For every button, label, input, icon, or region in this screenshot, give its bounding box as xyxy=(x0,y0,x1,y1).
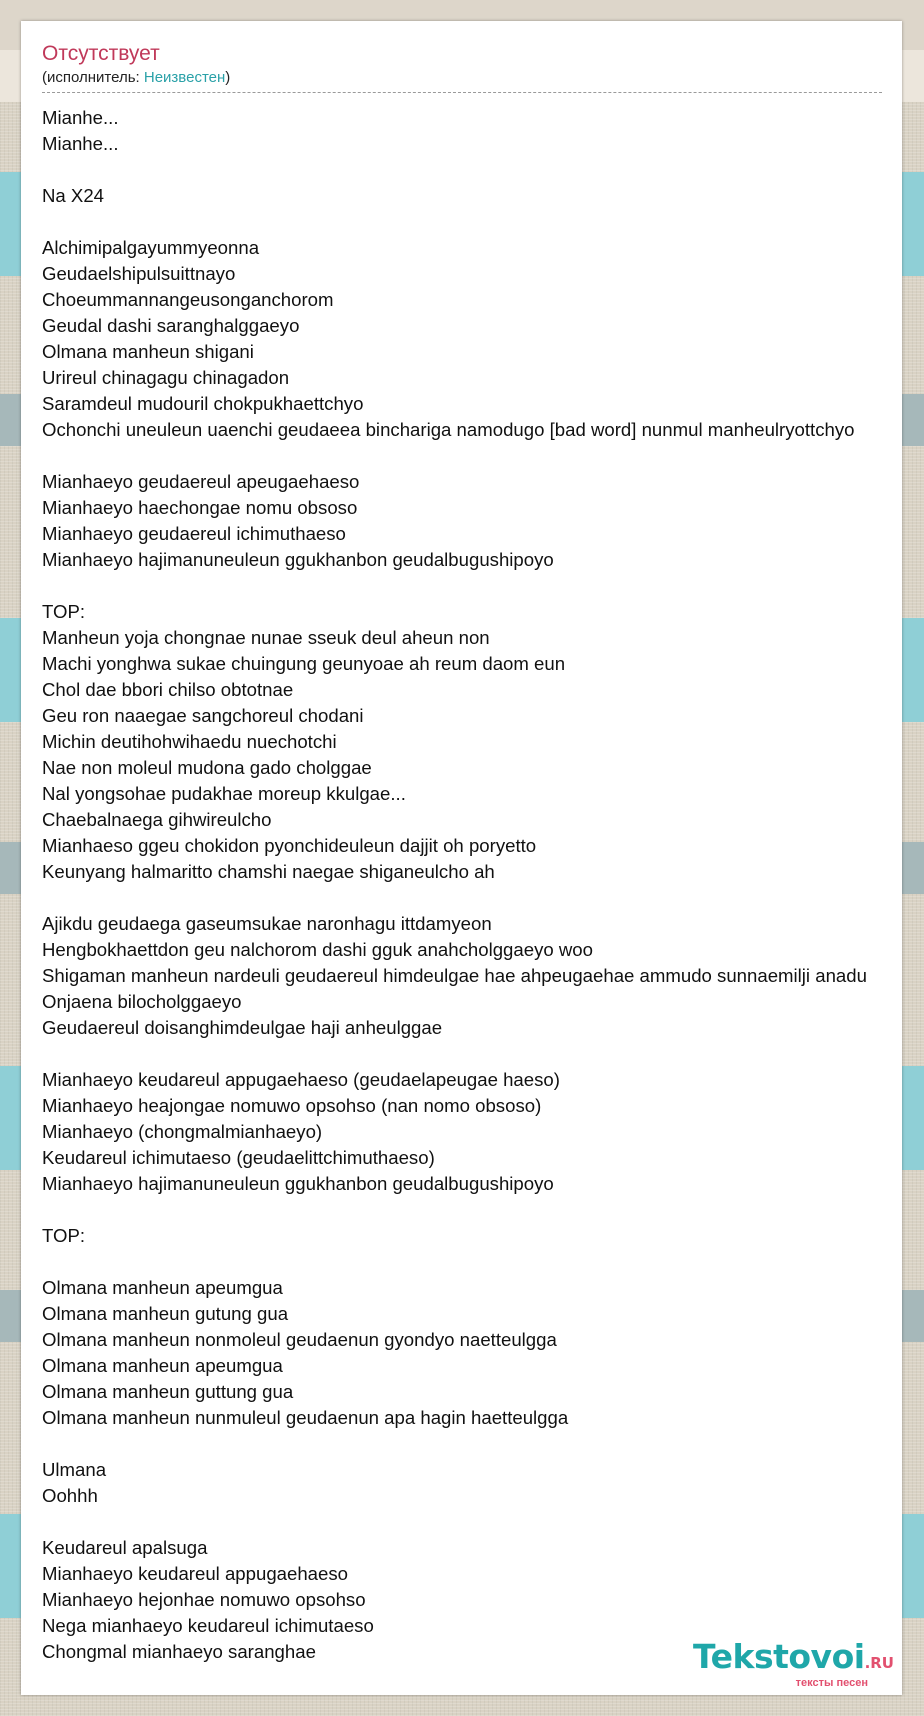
lyric-line: Manheun yoja chongnae nunae sseuk deul aheun non xyxy=(42,627,490,648)
lyric-line: Mianhe... xyxy=(42,133,119,154)
lyric-line: Ulmana xyxy=(42,1459,107,1480)
lyric-line: Mianhaeyo heajongae nomuwo opsohso (nan nomo obsoso) xyxy=(42,1095,542,1116)
lyric-line: Choeummannangeusonganchorom xyxy=(42,289,334,310)
artist-suffix: ) xyxy=(225,69,231,86)
logo-main-text: Tekstovoi xyxy=(693,1637,865,1676)
logo-tagline: тексты песен xyxy=(795,1677,868,1689)
lyric-line: Mianhaeyo geudaereul ichimuthaeso xyxy=(42,523,346,544)
lyric-line: Mianhaeyo hajimanuneuleun ggukhanbon geudalbugushipoyo xyxy=(42,549,554,570)
lyric-line: Mianhaeyo keudareul appugaehaeso xyxy=(42,1563,349,1584)
lyric-line: Chongmal mianhaeyo saranghae xyxy=(42,1641,316,1662)
artist-prefix: (исполнитель: xyxy=(42,69,144,86)
lyric-line: Olmana manheun apeumgua xyxy=(42,1355,283,1376)
lyric-line: Mianhaeso ggeu chokidon pyonchideuleun dajjit oh poryetto xyxy=(42,835,537,856)
lyric-line xyxy=(42,1431,902,1457)
lyric-line: Nal yongsohae pudakhae moreup kkulgae... xyxy=(42,783,406,804)
lyric-line: TOP: xyxy=(42,1225,86,1246)
lyric-line: Ochonchi uneuleun uaenchi geudaeea bincharigа namodugo [bad word] nunmul manheulryottchyo xyxy=(42,419,855,440)
lyric-line: Keunyang halmaritto chamshi naegae shiganeulcho ah xyxy=(42,861,495,882)
lyric-line: Chol dae bbori chilso obtotnae xyxy=(42,679,294,700)
lyric-line: Alchimipalgayummyeonna xyxy=(42,237,260,258)
lyric-line: Saramdeul mudouril chokpukhaettchyo xyxy=(42,393,364,414)
lyric-line: Keudareul apalsuga xyxy=(42,1537,208,1558)
lyric-line xyxy=(42,885,902,911)
lyric-line: Olmana manheun nunmuleul geudaenun apa hagin haetteulgga xyxy=(42,1407,569,1428)
lyric-line xyxy=(42,1197,902,1223)
lyric-line: Mianhaeyo hajimanuneuleun ggukhanbon geudalbugushipoyo xyxy=(42,1173,554,1194)
lyric-line: Olmana manheun gutung gua xyxy=(42,1303,289,1324)
lyric-line: Urireul chinagagu chinagadon xyxy=(42,367,290,388)
lyric-line: Olmana manheun nonmoleul geudaenun gyondyo naetteulgga xyxy=(42,1329,557,1350)
lyric-line: Geudal dashi saranghalggaeyo xyxy=(42,315,300,336)
lyric-line: Geudaelshipulsuittnayo xyxy=(42,263,236,284)
logo-wordmark xyxy=(693,1639,894,1681)
lyric-line xyxy=(42,1249,902,1275)
lyric-line: Mianhe... xyxy=(42,107,119,128)
lyrics-card xyxy=(21,21,902,1695)
lyric-line: Na X24 xyxy=(42,185,105,206)
header-divider xyxy=(42,92,882,93)
lyric-line: Ajikdu geudaega gaseumsukae naronhagu ittdamyeon xyxy=(42,913,492,934)
lyric-line: Nega mianhaeyo keudareul ichimutaeso xyxy=(42,1615,374,1636)
artist-line xyxy=(42,69,882,87)
artist-link[interactable]: Неизвестен xyxy=(143,69,226,86)
lyric-line: Mianhaeyo geudaereul apeugaehaeso xyxy=(42,471,360,492)
lyric-line: Oohhh xyxy=(42,1485,98,1506)
lyric-line: Olmana manheun apeumgua xyxy=(42,1277,283,1298)
lyric-line: TOP: xyxy=(42,601,86,622)
lyric-line xyxy=(42,443,902,469)
lyric-line xyxy=(42,573,902,599)
lyric-line: Onjaena bilocholggaeyo xyxy=(42,991,242,1012)
song-header xyxy=(42,41,882,87)
lyric-line xyxy=(42,1509,902,1535)
song-title: Отсутствует xyxy=(42,42,160,65)
lyric-line: Mianhaeyo hejonhae nomuwo opsohso xyxy=(42,1589,366,1610)
lyric-line: Shigaman manheun nardeuli geudaereul himdeulgae hae ahpeugaehae ammudo sunnaemilji anadu xyxy=(42,965,867,986)
lyric-line: Olmana manheun shigani xyxy=(42,341,254,362)
lyric-line: Chaebalnaega gihwireulcho xyxy=(42,809,272,830)
lyric-line xyxy=(42,157,902,183)
site-logo[interactable] xyxy=(693,1639,894,1689)
lyric-line: Mianhaeyo haechongae nomu obsoso xyxy=(42,497,358,518)
logo-tld: .RU xyxy=(864,1654,894,1672)
lyric-line: Geu ron naaegae sangchoreul chodani xyxy=(42,705,364,726)
lyric-line xyxy=(42,1041,902,1067)
lyric-line xyxy=(42,209,902,235)
lyric-line: Michin deutihohwihaedu nuechotchi xyxy=(42,731,337,752)
lyric-line: Keudareul ichimutaeso (geudaelittchimuthaeso) xyxy=(42,1147,435,1168)
lyric-line: Nae non moleul mudona gado cholggae xyxy=(42,757,372,778)
lyrics-body xyxy=(42,105,902,1665)
lyric-line: Mianhaeyo keudareul appugaehaeso (geudaelapeugae haeso) xyxy=(42,1069,560,1090)
lyric-line: Hengbokhaettdon geu nalchorom dashi gguk anahcholggaeyo woo xyxy=(42,939,593,960)
lyric-line: Machi yonghwa sukae chuingung geunyoae ah reum daom eun xyxy=(42,653,566,674)
lyric-line: Olmana manheun guttung gua xyxy=(42,1381,294,1402)
lyric-line: Geudaereul doisanghimdeulgae haji anheulggae xyxy=(42,1017,443,1038)
lyric-line: Mianhaeyo (chongmalmianhaeyo) xyxy=(42,1121,323,1142)
